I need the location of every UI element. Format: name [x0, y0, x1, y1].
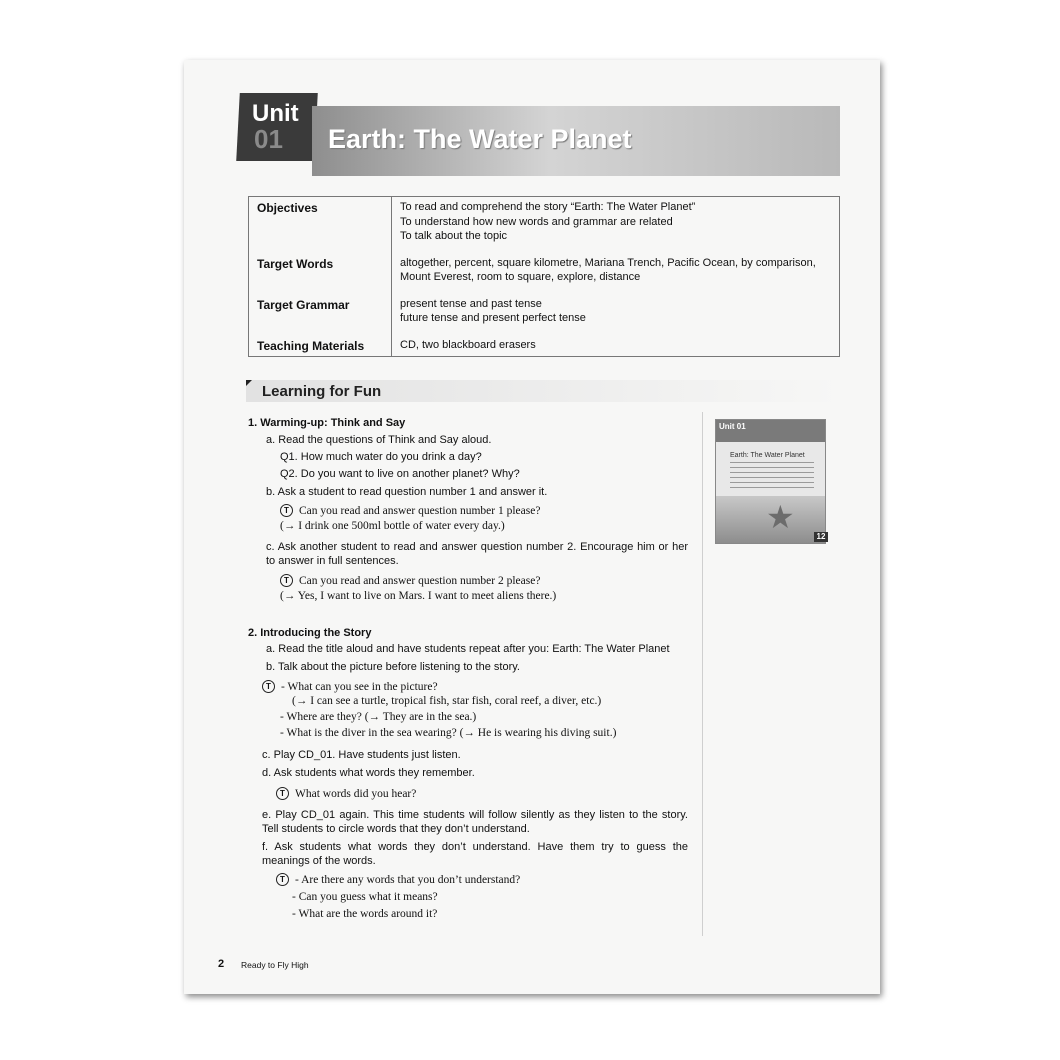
teacher-icon: T [276, 873, 289, 886]
row-label: Teaching Materials [249, 335, 392, 357]
thumbnail-title: Earth: The Water Planet [730, 452, 805, 459]
step-heading: 2. Introducing the Story [248, 627, 372, 639]
section-title: Learning for Fun [262, 383, 382, 400]
row-line: To read and comprehend the story “Earth: The Water Planet” [400, 201, 696, 213]
row-content [392, 294, 840, 335]
instruction: f. Ask students what words they don’t understand. Have them try to guess the meanings of the words. [262, 841, 688, 867]
answer: (→ I can see a turtle, tropical fish, star fish, coral reef, a diver, etc.) [292, 695, 602, 707]
instruction: b. Ask a student to read question number 1 and answer it. [266, 486, 548, 498]
teacher-prompt: - What can you see in the picture? [281, 681, 438, 693]
row-content [392, 335, 840, 357]
page-number: 2 [218, 958, 225, 970]
unit-label: Unit [252, 100, 299, 127]
teacher-prompt: Can you read and answer question number 1 please? [299, 505, 541, 517]
row-line: altogether, percent, square kilometre, Mariana Trench, Pacific Ocean, by comparison, [400, 256, 816, 269]
objectives-table [248, 196, 840, 357]
table-row [249, 253, 840, 294]
book-title: Ready to Fly High [241, 960, 309, 970]
corner-mark [246, 380, 252, 386]
row-line: To understand how new words and grammar are related [400, 215, 673, 228]
row-content [392, 253, 840, 294]
student-book-thumbnail [715, 419, 826, 544]
teacher-line [280, 574, 540, 588]
teacher-prompt: - Can you guess what it means? [292, 891, 438, 903]
step-heading: 1. Warming-up: Think and Say [248, 417, 406, 429]
teacher-line [262, 680, 438, 694]
teacher-line [276, 873, 520, 887]
teacher-prompt: - What is the diver in the sea wearing? (→ He is wearing his diving suit.) [280, 727, 617, 739]
teacher-line [276, 787, 416, 801]
row-line: Mount Everest, room to square, explore, distance [400, 271, 641, 283]
page-title: Earth: The Water Planet [328, 124, 632, 154]
row-line: To talk about the topic [400, 230, 508, 242]
thumbnail-text-lines [730, 462, 814, 492]
question: Q1. How much water do you drink a day? [280, 451, 482, 463]
thumbnail-page-number: 12 [814, 532, 828, 542]
instruction: b. Talk about the picture before listening to the story. [266, 661, 520, 673]
row-content [392, 197, 840, 253]
row-line: present tense and past tense [400, 297, 542, 310]
answer: (→ I drink one 500ml bottle of water every day.) [280, 520, 505, 532]
starfish-icon: ★ [766, 499, 795, 535]
thumbnail-unit: Unit 01 [719, 422, 746, 431]
instruction: c. Ask another student to read and answer question number 2. Encourage him or her to answer in full sentences. [266, 541, 688, 567]
question: Q2. Do you want to live on another planet? Why? [280, 468, 520, 480]
teacher-prompt: - What are the words around it? [292, 908, 438, 920]
teacher-icon: T [280, 574, 293, 587]
table-row [249, 335, 840, 357]
row-line: future tense and present perfect tense [400, 312, 586, 324]
teacher-icon: T [262, 680, 275, 693]
teacher-line [280, 504, 540, 518]
teacher-prompt: What words did you hear? [295, 788, 417, 800]
answer: (→ Yes, I want to live on Mars. I want to meet aliens there.) [280, 590, 557, 602]
instruction: a. Read the questions of Think and Say aloud. [266, 434, 492, 446]
row-label: Objectives [249, 197, 392, 253]
table-row [249, 197, 840, 253]
unit-number: 01 [254, 124, 283, 154]
teacher-prompt: - Where are they? (→ They are in the sea.) [280, 711, 477, 723]
teacher-prompt: - Are there any words that you don’t understand? [295, 874, 521, 886]
teacher-icon: T [276, 787, 289, 800]
teacher-icon: T [280, 504, 293, 517]
instruction: e. Play CD_01 again. This time students will follow silently as they listen to the story. Tell students to circle words that they don’t understand. [262, 809, 688, 835]
instruction: c. Play CD_01. Have students just listen. [262, 749, 461, 761]
workbook-page [184, 60, 880, 994]
teacher-prompt: Can you read and answer question number 2 please? [299, 575, 541, 587]
instruction: a. Read the title aloud and have students repeat after you: Earth: The Water Planet [266, 643, 670, 655]
instruction: d. Ask students what words they remember. [262, 767, 475, 779]
row-label: Target Grammar [249, 294, 392, 335]
column-divider [702, 412, 703, 936]
table-row [249, 294, 840, 335]
row-label: Target Words [249, 253, 392, 294]
row-line: CD, two blackboard erasers [400, 338, 536, 351]
